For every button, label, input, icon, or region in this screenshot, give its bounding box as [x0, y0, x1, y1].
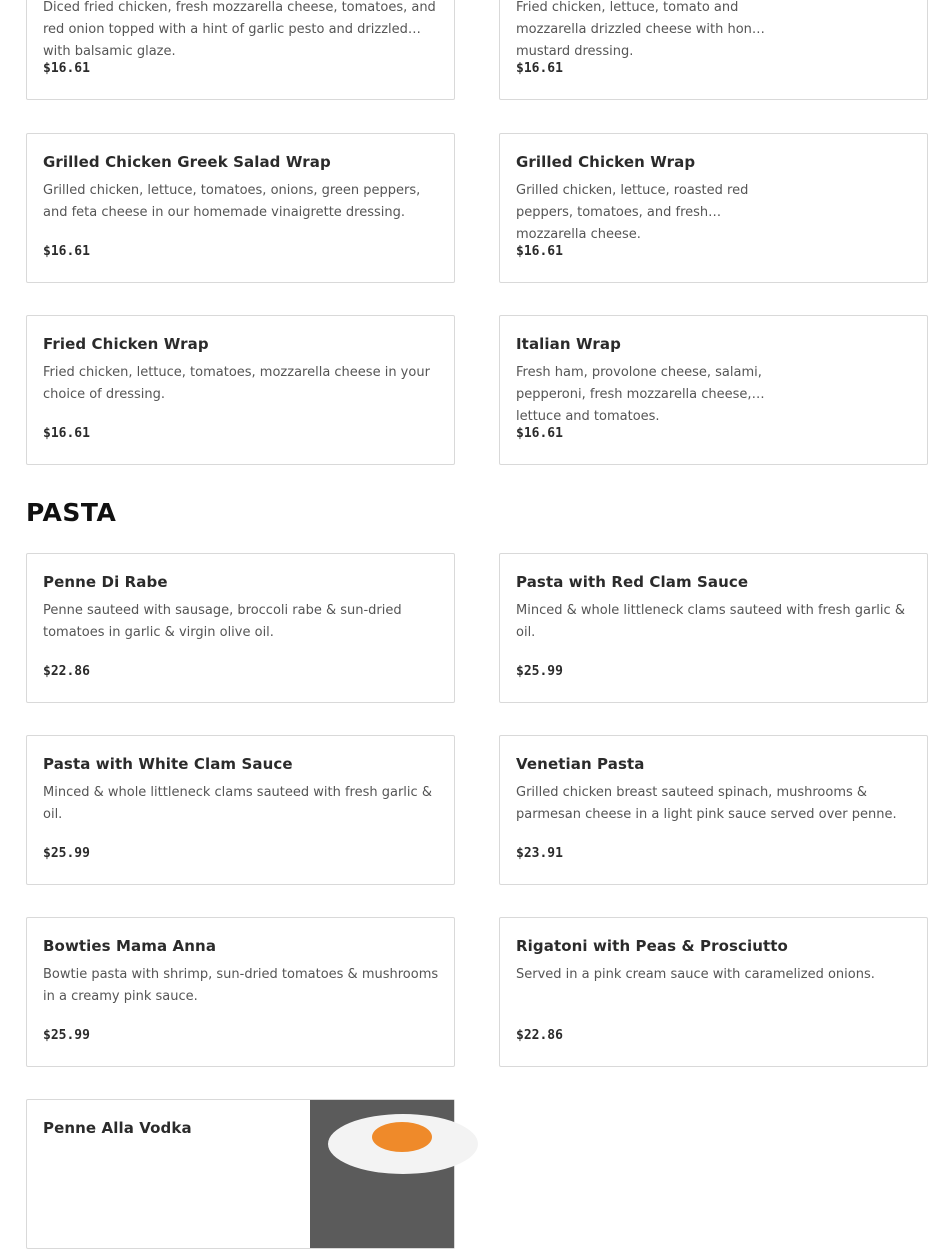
- menu-item-card[interactable]: [26, 133, 455, 283]
- item-description: Diced fried chicken, fresh mozzarella cheese, tomatoes, and red onion topped with a hint of garlic pesto and drizzled with balsamic glaze.: [43, 0, 436, 59]
- item-price: $16.61: [43, 61, 90, 76]
- item-price: $22.86: [43, 664, 90, 679]
- menu-item-card[interactable]: [26, 735, 455, 885]
- item-price: $16.61: [516, 61, 563, 76]
- menu-item-card[interactable]: [26, 553, 455, 703]
- item-price: $25.99: [43, 1028, 90, 1043]
- item-name: Venetian Pasta: [516, 755, 645, 773]
- menu-item-card[interactable]: [499, 553, 928, 703]
- menu-item-card[interactable]: [499, 133, 928, 283]
- item-description: Fried chicken, lettuce, tomatoes, mozzarella cheese in your choice of dressing.: [43, 365, 430, 402]
- item-description: Grilled chicken, lettuce, roasted red peppers, tomatoes, and fresh mozzarella cheese.: [516, 183, 749, 242]
- item-description: Minced & whole littleneck clams sauteed with fresh garlic & oil.: [516, 603, 905, 640]
- menu-item-card[interactable]: [26, 0, 455, 100]
- item-name: Penne Di Rabe: [43, 573, 168, 591]
- menu-item-card[interactable]: [499, 917, 928, 1067]
- item-price: $25.99: [43, 846, 90, 861]
- item-name: Grilled Chicken Greek Salad Wrap: [43, 153, 331, 171]
- item-price: $16.61: [43, 244, 90, 259]
- item-description: Grilled chicken breast sauteed spinach, mushrooms & parmesan cheese in a light pink sauce served over penne.: [516, 785, 897, 822]
- pasta-shape: [372, 1122, 432, 1152]
- section-title-pasta: PASTA: [26, 498, 117, 527]
- item-name: Penne Alla Vodka: [43, 1119, 192, 1137]
- item-name: Bowties Mama Anna: [43, 937, 217, 955]
- item-photo: [310, 1100, 454, 1248]
- item-price: $23.91: [516, 846, 563, 861]
- menu-item-card[interactable]: [26, 917, 455, 1067]
- item-name: Italian Wrap: [516, 335, 621, 353]
- item-price: $16.61: [43, 426, 90, 441]
- menu-item-card[interactable]: [499, 0, 928, 100]
- item-description: Minced & whole littleneck clams sauteed with fresh garlic & oil.: [43, 785, 432, 822]
- item-description: Fried chicken, lettuce, tomato and mozzarella drizzled cheese with honey mustard dressing.: [516, 0, 768, 59]
- item-price: $16.61: [516, 244, 563, 259]
- item-name: Rigatoni with Peas & Prosciutto: [516, 937, 788, 955]
- menu-item-card[interactable]: [26, 1099, 455, 1249]
- item-name: Grilled Chicken Wrap: [516, 153, 696, 171]
- item-name: Pasta with White Clam Sauce: [43, 755, 293, 773]
- item-name: Fried Chicken Wrap: [43, 335, 209, 353]
- item-description: Bowtie pasta with shrimp, sun-dried tomatoes & mushrooms in a creamy pink sauce.: [43, 967, 439, 1004]
- item-name: Pasta with Red Clam Sauce: [516, 573, 749, 591]
- item-price: $25.99: [516, 664, 563, 679]
- item-price: $16.61: [516, 426, 563, 441]
- menu-item-card[interactable]: [499, 735, 928, 885]
- item-description: Served in a pink cream sauce with caramelized onions.: [516, 967, 875, 982]
- item-description: Fresh ham, provolone cheese, salami, pepperoni, fresh mozzarella cheese, lettuce and tomatoes.: [516, 365, 762, 424]
- menu-item-card[interactable]: [499, 315, 928, 465]
- item-description: Penne sauteed with sausage, broccoli rabe & sun-dried tomatoes in garlic & virgin olive oil.: [43, 603, 402, 640]
- menu-item-card[interactable]: [26, 315, 455, 465]
- item-price: $22.86: [516, 1028, 563, 1043]
- item-description: Grilled chicken, lettuce, tomatoes, onions, green peppers, and feta cheese in our homemade vinaigrette dressing.: [43, 183, 421, 220]
